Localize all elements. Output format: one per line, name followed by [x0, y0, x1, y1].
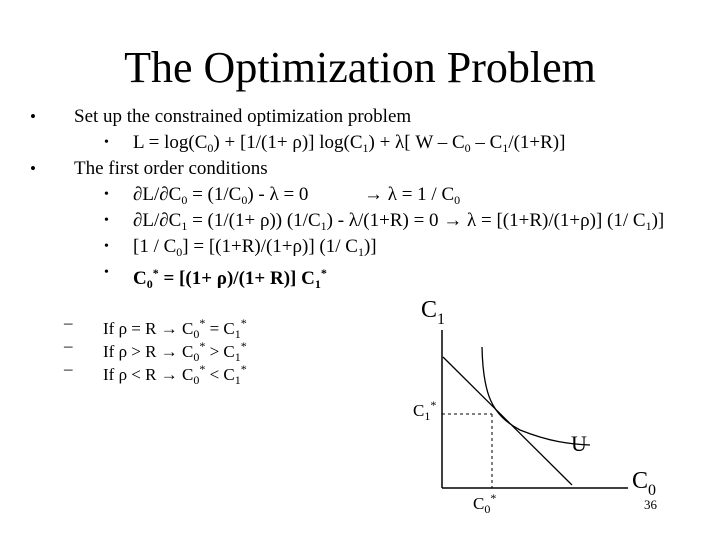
case-equal: If $\rho = R \to C_0^* = C_1^*$	[103, 316, 247, 341]
sub-bullet-dot: •	[104, 187, 109, 202]
setup-text: Set up the constrained optimization problem	[74, 106, 412, 127]
lagrangian-equation: $L = \log(C_0) + [1/(1+ \rho)] \log(C_1) + \lambda$[ $W - C_0 - C_1/(1+R)$]	[133, 132, 566, 155]
dash-bullet: –	[64, 313, 73, 332]
x-axis-label: $C_0$	[632, 468, 657, 499]
euler-equation: $[1 / C_0] = [(1+R)/(1+\rho)]$ (1/ $C_1$)]	[133, 236, 377, 259]
dash-bullet: –	[64, 359, 73, 378]
bullet-dot: •	[30, 159, 36, 178]
y-axis-label: $C_1$	[421, 297, 446, 328]
slide-title: The Optimization Problem	[124, 43, 596, 92]
foc-equation-1: $\partial L/\partial C_0 = (1/C_0) - \lambda = 0$	[133, 184, 309, 207]
foc-text: The first order conditions	[74, 158, 268, 179]
page-number: 36	[644, 497, 657, 512]
bullet-dot: •	[30, 107, 36, 126]
c0-star-label: $C_0^*$	[473, 491, 497, 516]
optimal-consumption-equation: $C_0^* = [(1+ \rho)/(1+ R)]$ $C_1^*$	[133, 266, 327, 291]
utility-curve-label: U	[571, 431, 587, 456]
sub-bullet-dot: •	[104, 135, 109, 150]
foc-equation-1-result: → $\lambda = 1 / C_0$	[364, 184, 461, 207]
dash-bullet: –	[64, 336, 73, 355]
sub-bullet-dot: •	[104, 213, 109, 228]
sub-bullet-dot: •	[104, 239, 109, 254]
case-greater: If $\rho > R \to C_0^* > C_1^*$	[103, 339, 247, 364]
foc-equation-2: $\partial L/\partial C_1 = (1/(1+ \rho))$ $(1/C_1) - \lambda/(1+R) = 0 \to \lambda = [(1+R)/(1+\rho)]$ (1/ $C_1$)]	[133, 210, 665, 233]
c1-star-label: $C_1^*$	[413, 398, 437, 423]
sub-bullet-dot: •	[104, 265, 109, 280]
case-less: If $\rho < R \to C_0^* < C_1^*$	[103, 362, 247, 387]
